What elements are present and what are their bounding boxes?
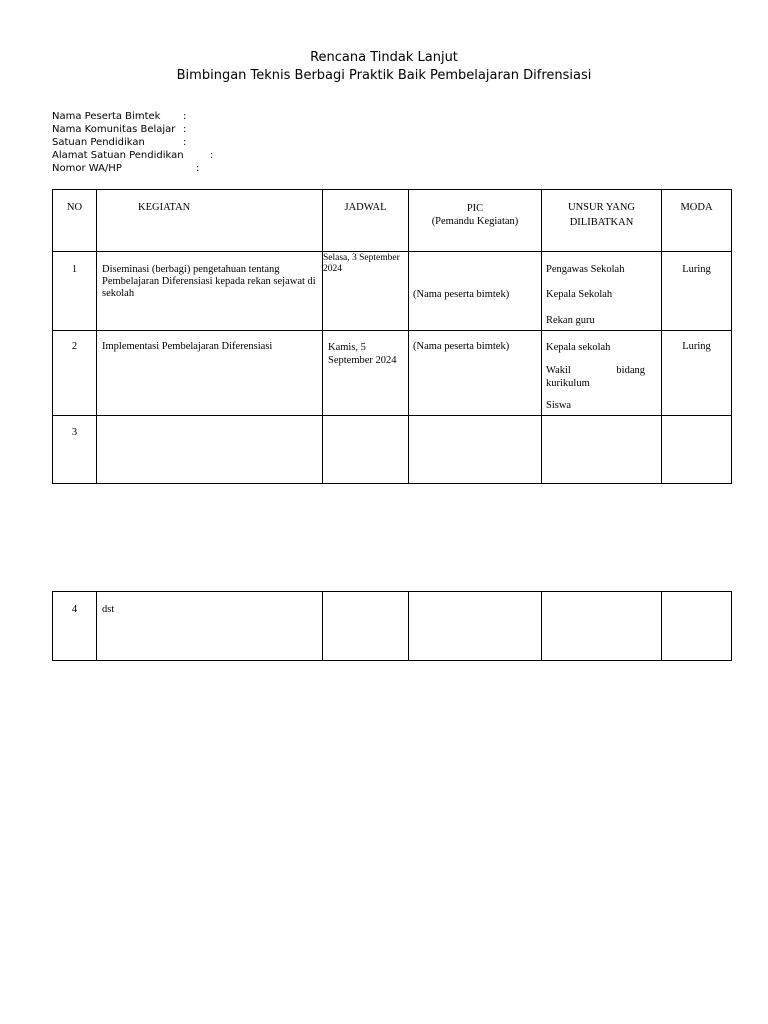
row-kegiatan: [97, 416, 323, 484]
header-moda: MODA: [662, 190, 732, 252]
row-kegiatan: Implementasi Pembelajaran Diferensiasi: [97, 331, 323, 416]
row-jadwal: [323, 592, 409, 661]
row-jadwal: Selasa, 3 September 2024: [323, 252, 409, 331]
header-pic-label: PIC: [466, 203, 484, 214]
document-subtitle: Bimbingan Teknis Berbagi Praktik Baik Pembelajaran Difrensiasi: [176, 68, 592, 83]
rtl-table: [52, 189, 732, 484]
rtl-table-continued: [52, 591, 732, 661]
field-label: Nomor WA/HP: [52, 163, 122, 174]
field-nomor-wa: [52, 162, 200, 175]
field-colon: :: [183, 124, 187, 135]
row-jadwal: Kamis, 5 September 2024: [323, 331, 409, 416]
field-label: Nama Peserta Bimtek: [52, 111, 161, 122]
row-moda: [662, 416, 732, 484]
row-jadwal: [323, 416, 409, 484]
field-colon: :: [183, 111, 187, 122]
field-satuan-pendidikan: [52, 136, 187, 149]
field-colon: :: [196, 163, 200, 174]
row-no: 4: [53, 592, 97, 661]
header-kegiatan: KEGIATAN: [97, 190, 323, 252]
row-unsur: [542, 331, 662, 416]
field-label: Satuan Pendidikan: [52, 137, 145, 148]
table-row: [53, 592, 732, 661]
row-no: 3: [53, 416, 97, 484]
field-colon: :: [183, 137, 187, 148]
header-no: NO: [53, 190, 97, 252]
row-unsur: [542, 416, 662, 484]
row-unsur: [542, 592, 662, 661]
unsur-item: Kepala Sekolah: [546, 289, 613, 300]
identity-fields: [52, 110, 214, 175]
unsur-item: Wakil bidang: [546, 365, 645, 376]
unsur-item: Kepala sekolah: [546, 342, 611, 353]
header-pic: [409, 190, 542, 252]
field-nama-komunitas: [52, 123, 187, 136]
field-label: Nama Komunitas Belajar: [52, 124, 176, 135]
row-moda: Luring: [662, 252, 732, 331]
row-pic: (Nama peserta bimtek): [409, 331, 542, 416]
row-moda: [662, 592, 732, 661]
header-unsur: UNSUR YANG DILIBATKAN: [542, 190, 662, 252]
row-moda: Luring: [662, 331, 732, 416]
row-no: 1: [53, 252, 97, 331]
table-header-row: [53, 190, 732, 252]
row-pic: (Nama peserta bimtek): [409, 252, 542, 331]
row-pic: [409, 592, 542, 661]
unsur-item: Siswa: [546, 400, 572, 411]
table-row: [53, 416, 732, 484]
row-no: 2: [53, 331, 97, 416]
unsur-item: Rekan guru: [546, 315, 595, 326]
table-row: [53, 252, 732, 331]
header-jadwal: JADWAL: [323, 190, 409, 252]
field-alamat-satuan: [52, 149, 214, 162]
table-row: [53, 331, 732, 416]
row-kegiatan: Diseminasi (berbagi) pengetahuan tentang Pembelajaran Diferensiasi kepada rekan sejawat di sekolah: [97, 252, 323, 331]
row-pic: [409, 416, 542, 484]
field-colon: :: [210, 150, 214, 161]
document-title: Rencana Tindak Lanjut: [310, 50, 458, 65]
unsur-item: Pengawas Sekolah: [546, 264, 625, 275]
row-unsur: [542, 252, 662, 331]
row-kegiatan: dst: [97, 592, 323, 661]
field-label: Alamat Satuan Pendidikan: [52, 150, 184, 161]
unsur-item: kurikulum: [546, 378, 590, 389]
field-nama-peserta: [52, 110, 187, 123]
header-pic-sub: (Pemandu Kegiatan): [431, 216, 519, 227]
